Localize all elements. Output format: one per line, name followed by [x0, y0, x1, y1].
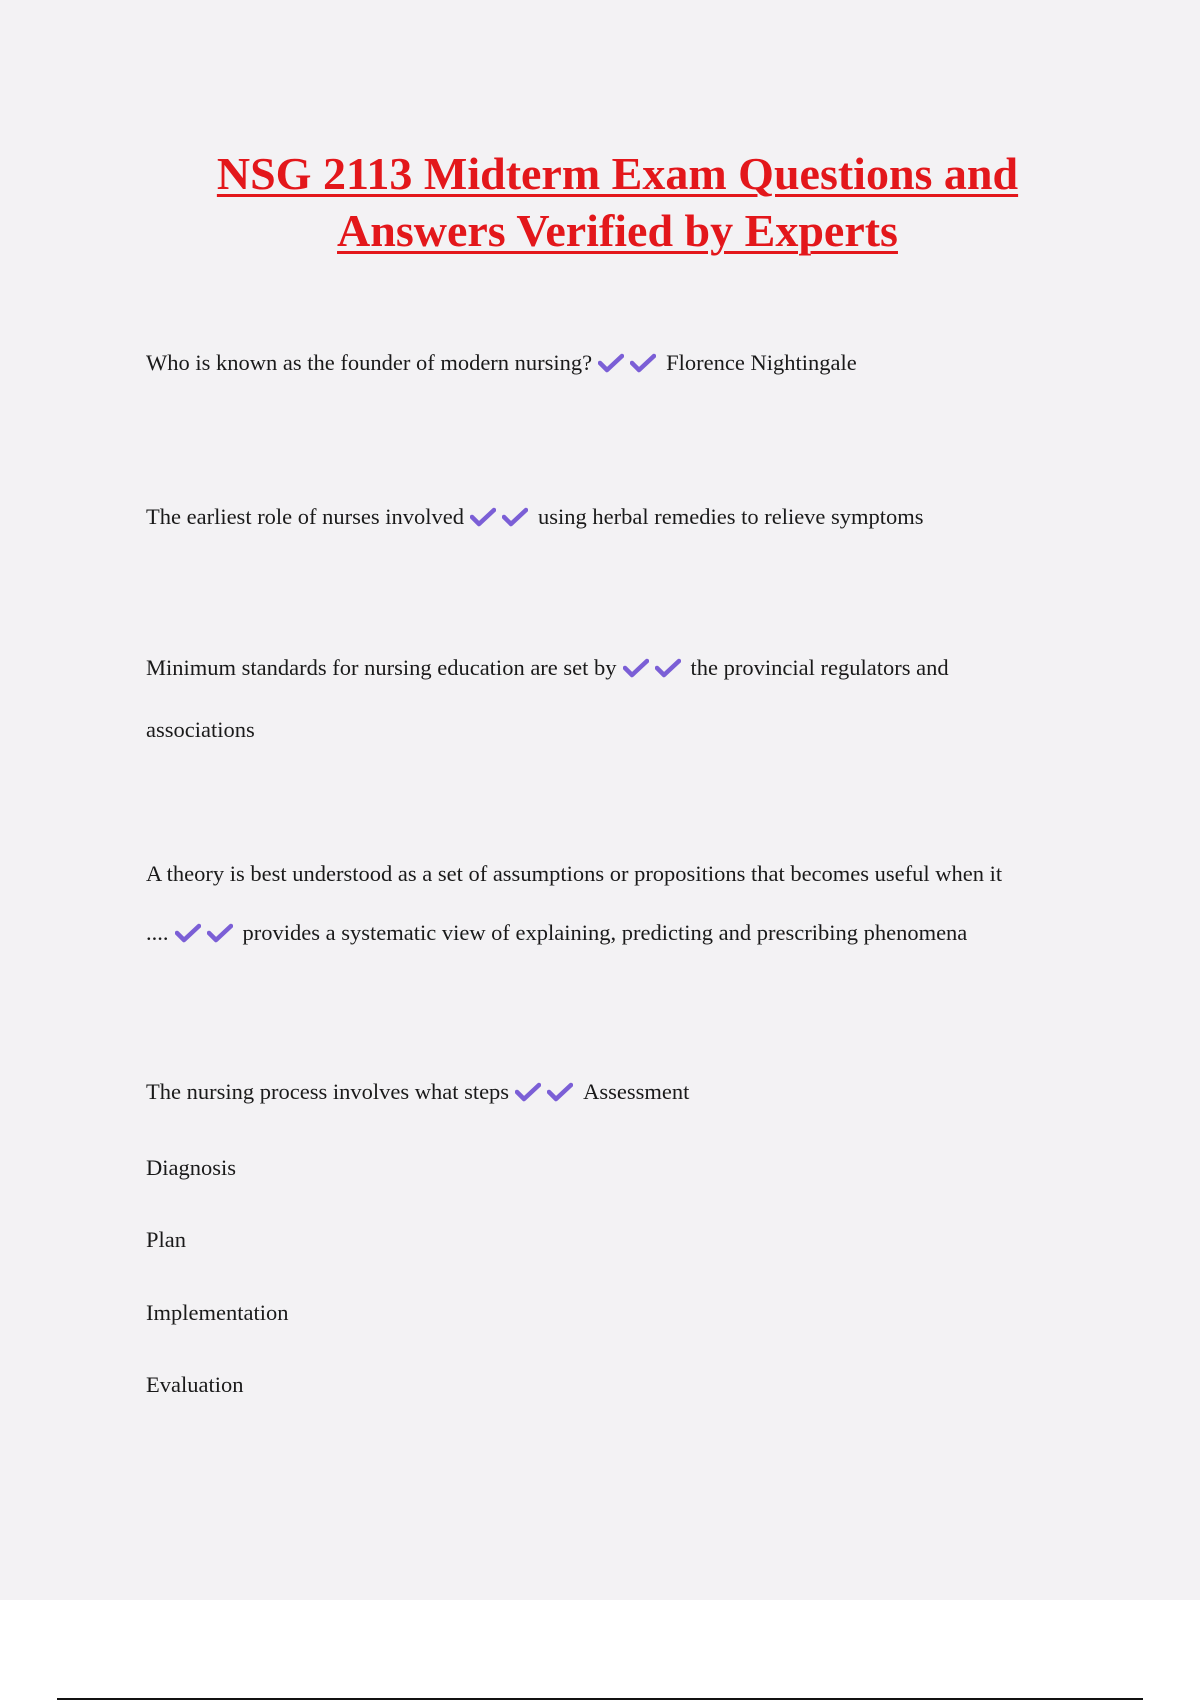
document-title — [0, 145, 1200, 259]
double-check-icon — [175, 906, 239, 965]
step-item: Implementation — [146, 1299, 289, 1325]
check-icon — [175, 923, 201, 943]
question-text: A theory is best understood as a set of assumptions or propositions that becomes useful when it — [146, 861, 1003, 886]
qa-item-3 — [146, 638, 1086, 759]
question-text: The nursing process involves what steps — [146, 1079, 510, 1104]
check-icon — [630, 353, 656, 373]
step-item: Evaluation — [146, 1372, 244, 1397]
check-icon — [515, 1082, 541, 1102]
answer-continuation: associations — [146, 717, 255, 742]
qa-item-5 — [146, 1056, 1086, 1422]
answer-text: Assessment — [583, 1079, 690, 1104]
qa-line — [146, 1056, 1086, 1132]
qa-item-4 — [146, 844, 1086, 965]
answer-text: the provincial regulators and — [690, 655, 949, 680]
check-icon — [547, 1082, 573, 1102]
question-text: Who is known as the founder of modern nursing? — [146, 350, 593, 375]
qa-line — [146, 903, 1086, 965]
check-icon — [207, 923, 233, 943]
check-icon — [502, 507, 528, 527]
answer-text: provides a systematic view of explaining, predicting and prescribing phenomena — [242, 920, 968, 945]
qa-item-2 — [146, 487, 1086, 549]
answer-text: using herbal remedies to relieve symptoms — [538, 504, 924, 529]
check-icon — [623, 658, 649, 678]
double-check-icon — [515, 1059, 579, 1132]
qa-item-1 — [146, 333, 1086, 395]
step-item: Plan — [146, 1227, 187, 1252]
title-line-1: NSG 2113 Midterm Exam Questions and — [216, 148, 1019, 199]
check-icon — [598, 353, 624, 373]
title-line-2: Answers Verified by Experts — [337, 205, 898, 256]
double-check-icon — [598, 336, 662, 395]
question-text: The earliest role of nurses involved — [146, 504, 465, 529]
question-continuation: .... — [146, 920, 169, 945]
double-check-icon — [470, 490, 534, 549]
step-item: Diagnosis — [146, 1154, 236, 1180]
answer-text: Florence Nightingale — [666, 350, 857, 375]
double-check-icon — [623, 641, 687, 700]
check-icon — [470, 507, 496, 527]
check-icon — [655, 658, 681, 678]
qa-line — [146, 638, 1086, 700]
question-text: Minimum standards for nursing education are set by — [146, 655, 617, 680]
